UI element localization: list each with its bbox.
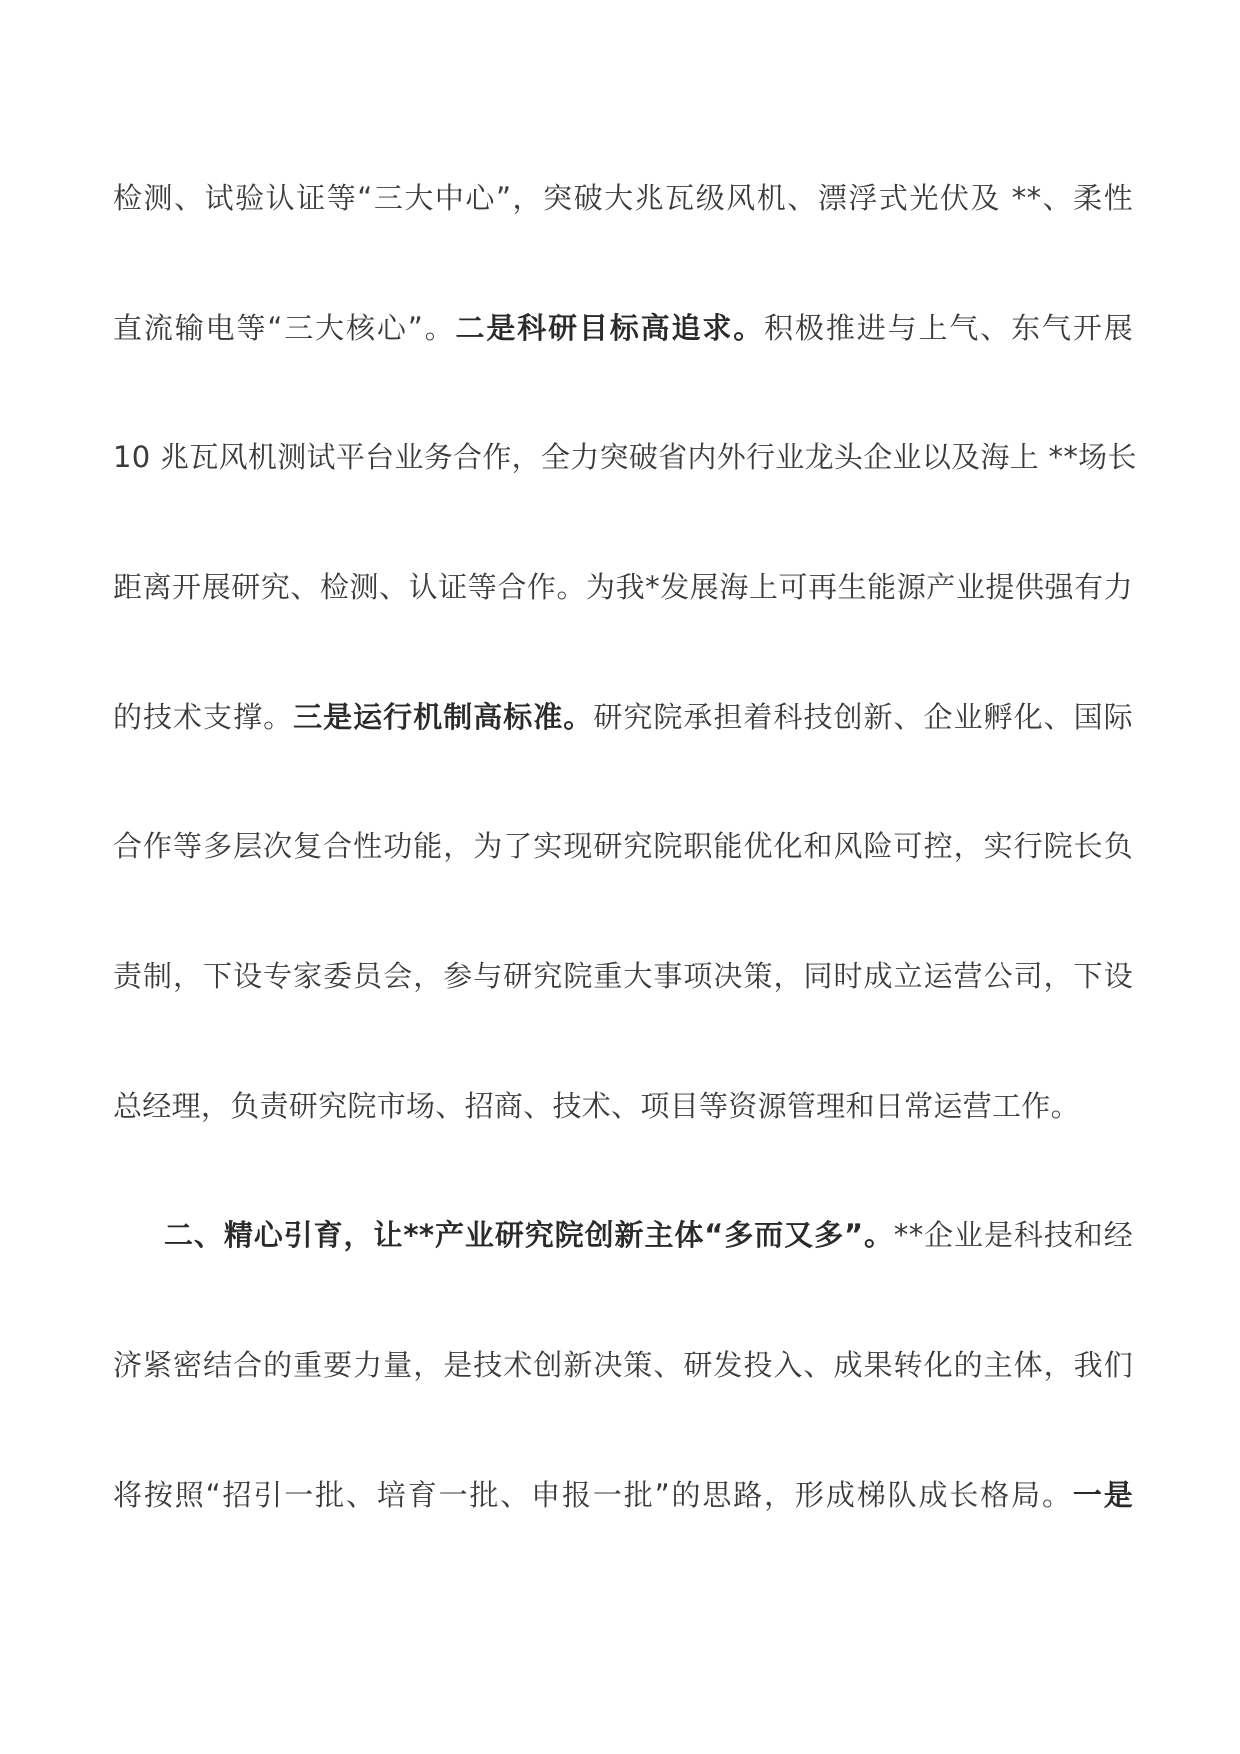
text-line: [113, 826, 1133, 866]
text-run: 检测、试验认证等“三大中心”，突破大兆瓦级风机、漂浮式光伏及 **、柔性: [113, 181, 1133, 215]
bold-heading-run: 三是运行机制高标准。: [293, 700, 594, 734]
bold-heading-run: 一是: [1072, 1478, 1133, 1512]
text-run: 责制，下设专家委员会，参与研究院重大事项决策，同时成立运营公司，下设: [113, 959, 1133, 993]
text-run: 济紧密结合的重要力量，是技术创新决策、研发投入、成果转化的主体，我们: [113, 1348, 1133, 1382]
text-line: [113, 956, 1133, 996]
section-heading-line: [164, 1215, 1133, 1255]
text-run: 直流输电等“三大核心”。: [113, 311, 456, 345]
text-run: **企业是科技和经: [893, 1218, 1133, 1252]
text-line: [113, 308, 1133, 348]
text-run: 将按照“招引一批、培育一批、申报一批”的思路，形成梯队成长格局。: [113, 1478, 1073, 1512]
text-run: 10 兆瓦风机测试平台业务合作，全力突破省内外行业龙头企业以及海上 **场长: [113, 440, 1137, 474]
text-run: 合作等多层次复合性功能，为了实现研究院职能优化和风险可控，实行院长负: [113, 829, 1133, 863]
text-run: 的技术支撑。: [113, 700, 294, 734]
text-line: [113, 697, 1133, 737]
text-run: 积极推进与上气、东气开展: [764, 311, 1133, 345]
text-line: [113, 178, 1133, 218]
text-run: 研究院承担着科技创新、企业孵化、国际: [593, 700, 1133, 734]
text-line: [113, 1475, 1133, 1515]
section-heading: 二、精心引育，让**产业研究院创新主体“多而又多”。: [164, 1218, 894, 1252]
text-line: [113, 437, 1137, 477]
text-run: 距离开展研究、检测、认证等合作。为我*发展海上可再生能源产业提供强有力: [113, 570, 1133, 604]
text-run: 总经理，负责研究院市场、招商、技术、项目等资源管理和日常运营工作。: [113, 1089, 1080, 1123]
bold-heading-run: 二是科研目标高追求。: [455, 311, 765, 345]
text-line: [113, 1345, 1133, 1385]
text-line: [113, 567, 1133, 607]
text-line-paragraph-end: [113, 1086, 1133, 1126]
